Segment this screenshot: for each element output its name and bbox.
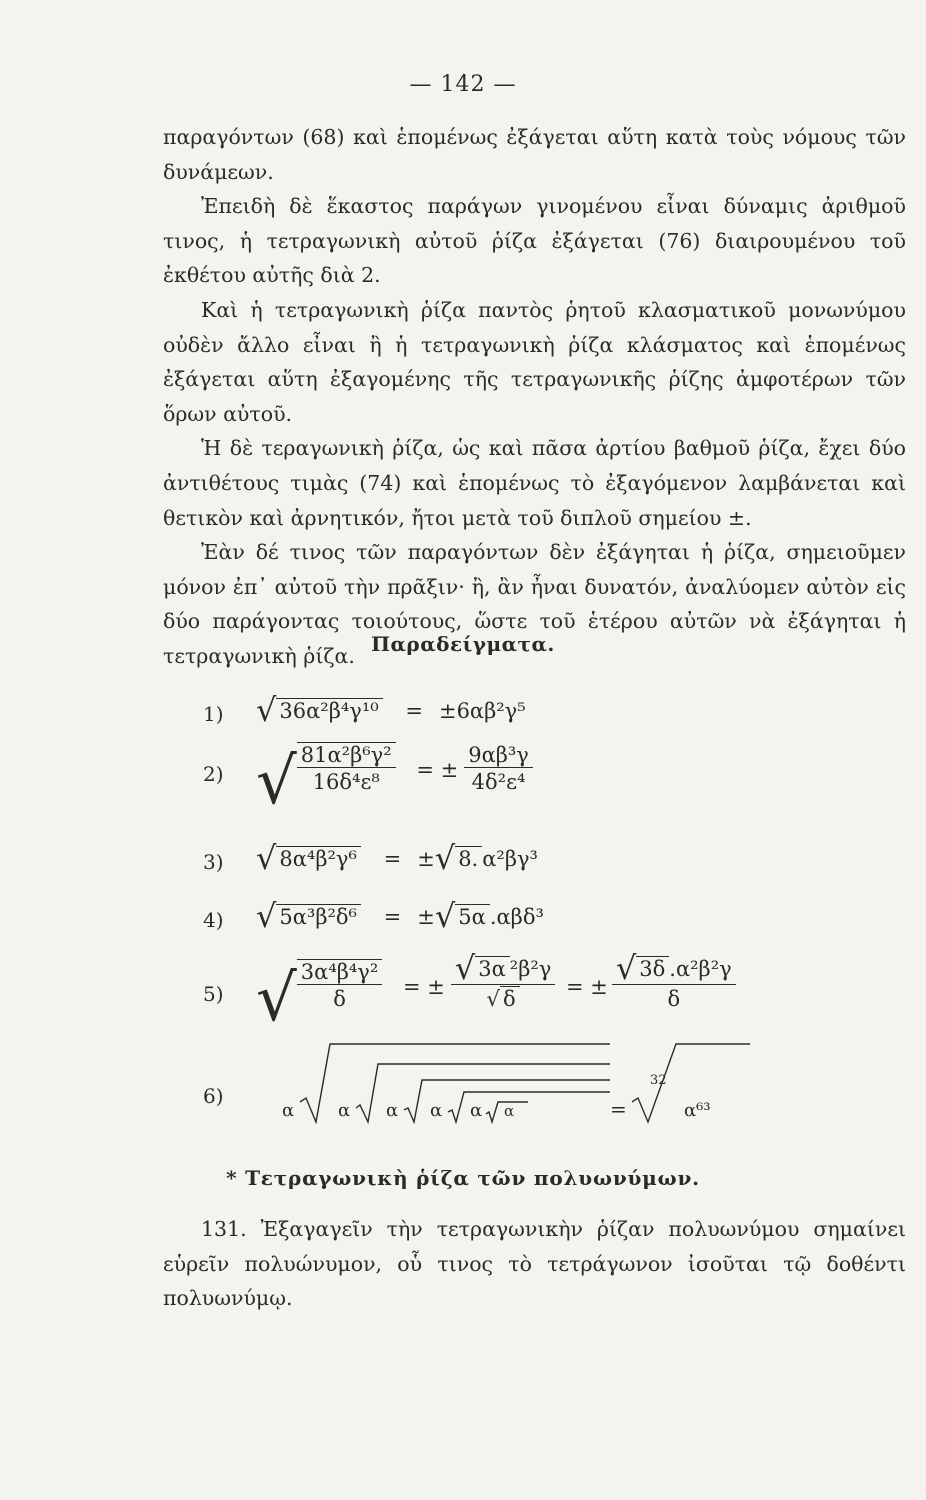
e6-letter-5: α [470, 1100, 483, 1121]
e2-result: $\frac{\text{9αβ³γ}}{\text{4δ²ε⁴}}$ [464, 743, 533, 794]
example-3-label: 3) [203, 850, 224, 874]
paragraph-5: Ἐὰν δέ τινος τῶν παραγόντων δὲν ἐξάγηται ἡ ῥίζα, σημειοῦμεν μόνον ἐπ᾽ αὐτοῦ τὴν πρᾶξιν· ἢ, ἂν ἦναι δυνατόν, ἀναλύομεν αὐτὸν εἰς δύο παράγοντας τοιούτους, ὥστε τοῦ ἑτέρου αὐτῶν νὰ ἐξάγηται ἡ τετραγωνικὴ ῥίζα. [163, 540, 906, 668]
radical-sign-icon: √ [256, 839, 277, 877]
final-text [163, 1212, 906, 1316]
radical-sign-icon: √ [434, 897, 456, 935]
radical-sign-icon: √ [256, 897, 277, 935]
paragraph-131: 131. Ἐξαγαγεῖν τὴν τετραγωνικὴν ῥίζαν πολυωνύμου σημαίνει εὑρεῖν πολυώνυμον, οὗ τινος τὸ τετράγωνον ἰσοῦται τῷ δοθέντι πολυωνύμῳ. [163, 1217, 906, 1311]
e1-radicand: 36α²β⁴γ¹⁰ [276, 698, 382, 723]
example-2: √ $\frac{\text{81α²β⁶γ²}}{\text{16δ⁴ε⁸}}$ = ± $\frac{\text{9αβ³γ}}{\text{4δ²ε⁴}}$ [256, 742, 533, 814]
e3-radicand: 8α⁴β²γ⁶ [276, 846, 361, 871]
paragraph-4: Ἡ δὲ τεραγωνικὴ ῥίζα, ὡς καὶ πᾶσα ἀρτίου βαθμοῦ ῥίζα, ἔχει δύο ἀντιθέτους τιμὰς (74) καὶ ἑπομένως τὸ ἐξαγόμενον λαμβάνεται καὶ θετικὸν καὶ ἀρνητικόν, ἤτοι μετὰ τοῦ διπλοῦ σημείου ±. [163, 436, 906, 530]
example-1: √ 36α²β⁴γ¹⁰ = ±6αβ²γ⁵ [256, 691, 526, 729]
body-text [163, 120, 906, 674]
radical-sign-icon: √ [615, 949, 637, 987]
example-2-label: 2) [203, 762, 224, 786]
paragraph-2: Ἐπειδὴ δὲ ἕκαστος παράγων γινομένου εἶναι δύναμις ἀριθμοῦ τινος, ἡ τετραγωνικὴ αὐτοῦ ῥίζα ἐξάγεται (76) διαιρουμένου τοῦ ἐκθέτου αὐτῆς διὰ 2. [163, 194, 906, 288]
e5-fraction: $\frac{\text{3α⁴β⁴γ²}}{\delta}$ [297, 959, 383, 1011]
examples-heading: Παραδείγματα. [371, 632, 555, 656]
radical-sign-icon: √ [256, 691, 277, 729]
example-6-nested-radicals [280, 1036, 750, 1126]
paragraph-3: Καὶ ἡ τετραγωνικὴ ῥίζα παντὸς ῥητοῦ κλασματικοῦ μονωνύμου οὐδὲν ἄλλο εἶναι ἢ ἡ τετραγωνικὴ ῥίζα κλάσματος καὶ ἑπομένως ἐξάγεται αὕτη ἐξαγομένης τῆς τετραγωνικῆς ῥίζης ἀμφοτέρων τῶν ὅρων αὐτοῦ. [163, 297, 906, 426]
example-3: √ 8α⁴β²γ⁶ = ±√ 8. α²βγ³ [256, 839, 538, 877]
radical-sign-icon: √ [434, 839, 456, 877]
e5-right: $\frac{\text{√ 3δ .α²β²γ}}{\delta}$ [612, 952, 736, 1011]
e6-letter-3: α [386, 1100, 399, 1121]
e6-letter-2: α [338, 1100, 351, 1121]
e5-middle: $\frac{\text{√ 3α ²β²γ}}{√ \delta}$ [451, 952, 555, 1011]
radical-sign-icon: √ [256, 962, 297, 1036]
radical-sign-icon: √ [454, 949, 476, 987]
svg-text:=: = [610, 1097, 627, 1121]
e4-radicand: 5α³β²δ⁶ [276, 904, 361, 929]
e6-result: α⁶³ [684, 1100, 711, 1121]
paragraph-1: παραγόντων (68) καὶ ἑπομένως ἐξάγεται αὕτη κατὰ τοὺς νόμους τῶν δυνάμεων. [163, 125, 906, 184]
e6-letter-4: α [430, 1100, 443, 1121]
page-number: — 142 — [409, 72, 517, 97]
e6-index: 32 [650, 1073, 667, 1088]
e1-result: ±6αβ²γ⁵ [438, 699, 526, 723]
example-6-label: 6) [203, 1084, 224, 1108]
radical-sign-icon: √ [256, 745, 297, 819]
e6-letter-6: α [504, 1102, 515, 1120]
example-4-label: 4) [203, 908, 224, 932]
example-5-label: 5) [203, 982, 224, 1006]
example-5: √ $\frac{\text{3α⁴β⁴γ²}}{\delta}$ = ± $\frac{\text{√ 3α ²β²γ}}{√ \delta}$ = ± $\frac{\text{√ 3δ .α²β²γ}}{\delta}$ [256, 952, 736, 1031]
example-1-label: 1) [203, 702, 224, 726]
e2-fraction: $\frac{\text{81α²β⁶γ²}}{\text{16δ⁴ε⁸}}$ [297, 742, 396, 794]
e6-letter-1: α [282, 1100, 295, 1121]
example-4: √ 5α³β²δ⁶ = ±√ 5α .αβδ³ [256, 897, 544, 935]
section-title: * Τετραγωνικὴ ῥίζα τῶν πολυωνύμων. [226, 1166, 700, 1190]
